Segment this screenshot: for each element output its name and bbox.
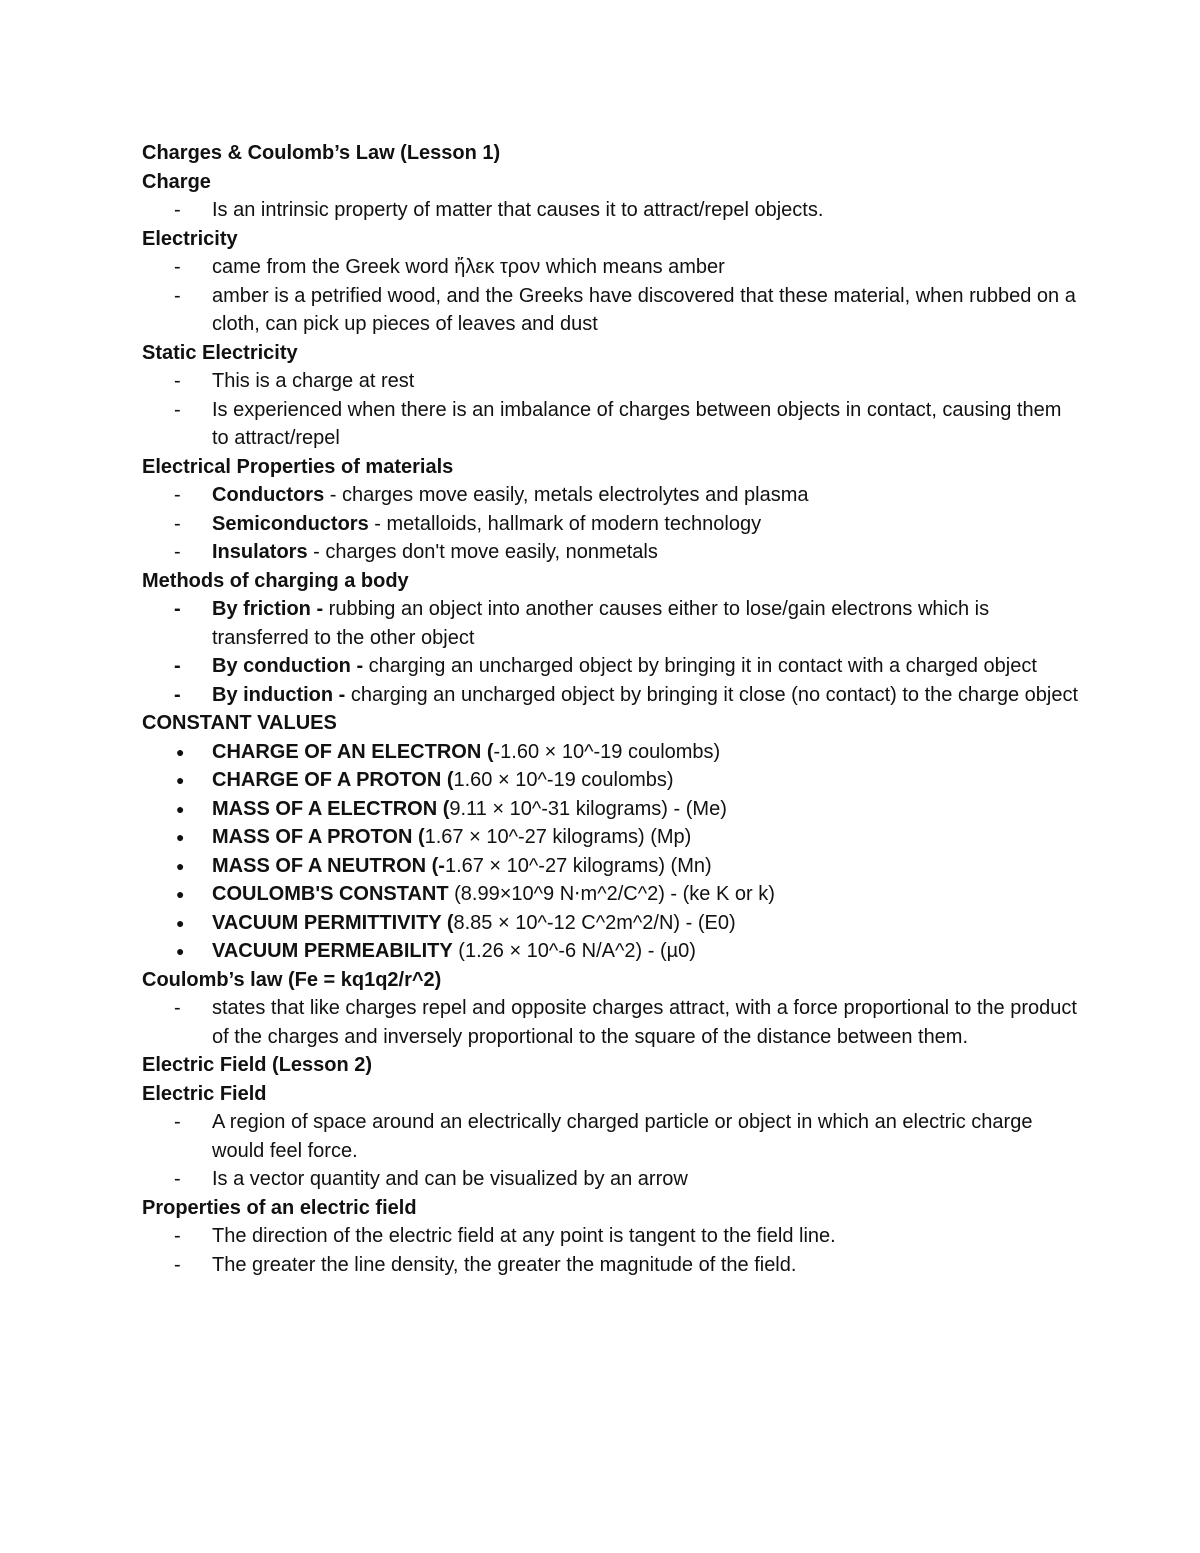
list-item — [142, 823, 1082, 852]
item-text: (8.99×10^9 N⋅m^2/C^2) - (ke K or k) — [448, 883, 775, 905]
list-item — [142, 994, 1082, 1051]
section-heading: Electricity — [142, 227, 238, 250]
item-text: 1.60 × 10^-19 coulombs) — [453, 769, 674, 791]
bullet-marker: ● — [176, 914, 185, 931]
item-text: (1.26 × 10^-6 N/A^2) - (µ0) — [452, 940, 696, 962]
dash-marker: - — [174, 997, 181, 1019]
item-text: Is a vector quantity and can be visualized by an arrow — [212, 1168, 688, 1190]
item-term: MASS OF A ELECTRON ( — [212, 797, 450, 820]
section-list — [142, 253, 1082, 339]
list-item — [142, 795, 1082, 824]
section-list — [142, 196, 1082, 225]
section-heading: Electric Field (Lesson 2) — [142, 1054, 373, 1076]
item-text: came from the Greek word ἤλεκ τρον which means amber — [212, 256, 725, 278]
item-term: CHARGE OF A PROTON ( — [212, 769, 454, 791]
item-text: charging an uncharged object by bringing it close (no contact) to the charge object — [350, 683, 1079, 706]
bullet-marker: ● — [176, 743, 185, 760]
item-term: CHARGE OF AN ELECTRON ( — [212, 740, 494, 763]
item-term: By conduction - — [212, 655, 369, 677]
item-text: 9.11 × 10^-31 kilograms) - (Me) — [449, 797, 727, 820]
item-term: By induction - — [212, 683, 351, 706]
dash-marker: - — [174, 256, 181, 278]
item-term: VACUUM PERMITTIVITY ( — [212, 911, 454, 934]
bullet-marker: ● — [176, 829, 185, 845]
list-item — [142, 510, 1082, 539]
list-item — [142, 595, 1082, 652]
section-list — [142, 481, 1082, 567]
item-text: Is an intrinsic property of matter that causes it to attract/repel objects. — [212, 199, 824, 221]
list-item — [142, 1222, 1082, 1251]
dash-marker: - — [174, 598, 181, 620]
item-text: The direction of the electric field at any point is tangent to the field line. — [212, 1225, 836, 1247]
item-text: 1.67 × 10^-27 kilograms) (Mn) — [444, 854, 712, 877]
item-text: 8.85 × 10^-12 C^2m^2/N) - (E0) — [453, 911, 736, 934]
dash-marker: - — [174, 484, 181, 506]
dash-marker: - — [174, 370, 181, 392]
dash-marker: - — [174, 1168, 181, 1190]
item-text: A region of space around an electrically charged particle or object in which an electric charge would feel force. — [212, 1111, 1033, 1162]
list-item — [142, 253, 1082, 282]
dash-marker: - — [174, 541, 181, 563]
section-heading: Electric Field — [142, 1082, 267, 1105]
bullet-marker: ● — [176, 886, 185, 902]
section-list — [142, 595, 1082, 709]
list-item — [142, 738, 1082, 767]
section-list — [142, 738, 1082, 966]
dash-marker: - — [174, 683, 181, 706]
item-term: Conductors — [212, 484, 325, 506]
list-item — [142, 396, 1082, 453]
dash-marker: - — [174, 512, 181, 535]
section-list — [142, 1108, 1082, 1194]
list-item — [142, 367, 1082, 396]
section-list — [142, 994, 1082, 1051]
item-text: Is experienced when there is an imbalance of charges between objects in contact, causing them to attract/repel — [212, 398, 1062, 449]
section-list — [142, 367, 1082, 453]
item-text: The greater the line density, the greater the magnitude of the field. — [212, 1253, 797, 1276]
list-item — [142, 538, 1082, 567]
dash-marker: - — [174, 1225, 181, 1247]
item-text: amber is a petrified wood, and the Greeks have discovered that these material, when rubbed on a cloth, can pick up pieces of leaves and dust — [212, 284, 1076, 335]
item-term: Semiconductors — [212, 512, 369, 535]
section-list — [142, 1222, 1082, 1279]
dash-marker: - — [174, 655, 181, 677]
dash-marker: - — [174, 1111, 181, 1133]
section-heading: Coulomb’s law (Fe = kq1q2/r^2) — [142, 968, 442, 991]
bullet-marker: ● — [176, 943, 185, 959]
list-item — [142, 909, 1082, 938]
item-text: - charges move easily, metals electrolytes and plasma — [324, 484, 809, 506]
item-text: -1.60 × 10^-19 coulombs) — [493, 740, 721, 763]
item-term: MASS OF A PROTON ( — [212, 826, 425, 848]
list-item — [142, 196, 1082, 225]
item-term: COULOMB'S CONSTANT — [212, 883, 449, 905]
list-item — [142, 937, 1082, 966]
item-text: states that like charges repel and opposite charges attract, with a force proportional to the product of the charges and inversely proportional to the square of the distance between them. — [212, 997, 1077, 1048]
item-text: charging an uncharged object by bringing it in contact with a charged object — [368, 655, 1037, 677]
list-item — [142, 652, 1082, 681]
item-text: - charges don't move easily, nonmetals — [307, 541, 658, 563]
list-item — [142, 1251, 1082, 1280]
bullet-marker: ● — [176, 772, 185, 788]
dash-marker: - — [174, 1253, 181, 1276]
dash-marker: - — [174, 284, 181, 307]
section-heading: Electrical Properties of materials — [142, 455, 454, 478]
list-item — [142, 852, 1082, 881]
section-heading: Charge — [142, 170, 211, 193]
section-heading: CONSTANT VALUES — [142, 712, 337, 734]
section-heading: Static Electricity — [142, 341, 298, 364]
document-title: Charges & Coulomb’s Law (Lesson 1) — [142, 142, 501, 164]
document-page — [142, 139, 1082, 1279]
bullet-marker: ● — [176, 800, 185, 817]
document-body — [142, 168, 1082, 1280]
dash-marker: - — [174, 398, 181, 421]
list-item — [142, 880, 1082, 909]
list-item — [142, 681, 1082, 710]
item-term: By friction - — [212, 598, 329, 620]
list-item — [142, 766, 1082, 795]
list-item — [142, 481, 1082, 510]
section-heading: Methods of charging a body — [142, 569, 409, 592]
item-term: Insulators — [212, 541, 308, 563]
list-item — [142, 1165, 1082, 1194]
item-text: This is a charge at rest — [212, 370, 415, 392]
list-item — [142, 1108, 1082, 1165]
list-item — [142, 282, 1082, 339]
bullet-marker: ● — [176, 857, 185, 874]
item-text: 1.67 × 10^-27 kilograms) (Mp) — [424, 826, 692, 848]
section-heading: Properties of an electric field — [142, 1196, 417, 1219]
item-term: VACUUM PERMEABILITY — [212, 940, 453, 962]
item-text: - metalloids, hallmark of modern technology — [368, 512, 762, 535]
item-term: MASS OF A NEUTRON (- — [212, 854, 445, 877]
dash-marker: - — [174, 199, 181, 221]
item-text: rubbing an object into another causes either to lose/gain electrons which is transferred to the other object — [212, 598, 990, 649]
